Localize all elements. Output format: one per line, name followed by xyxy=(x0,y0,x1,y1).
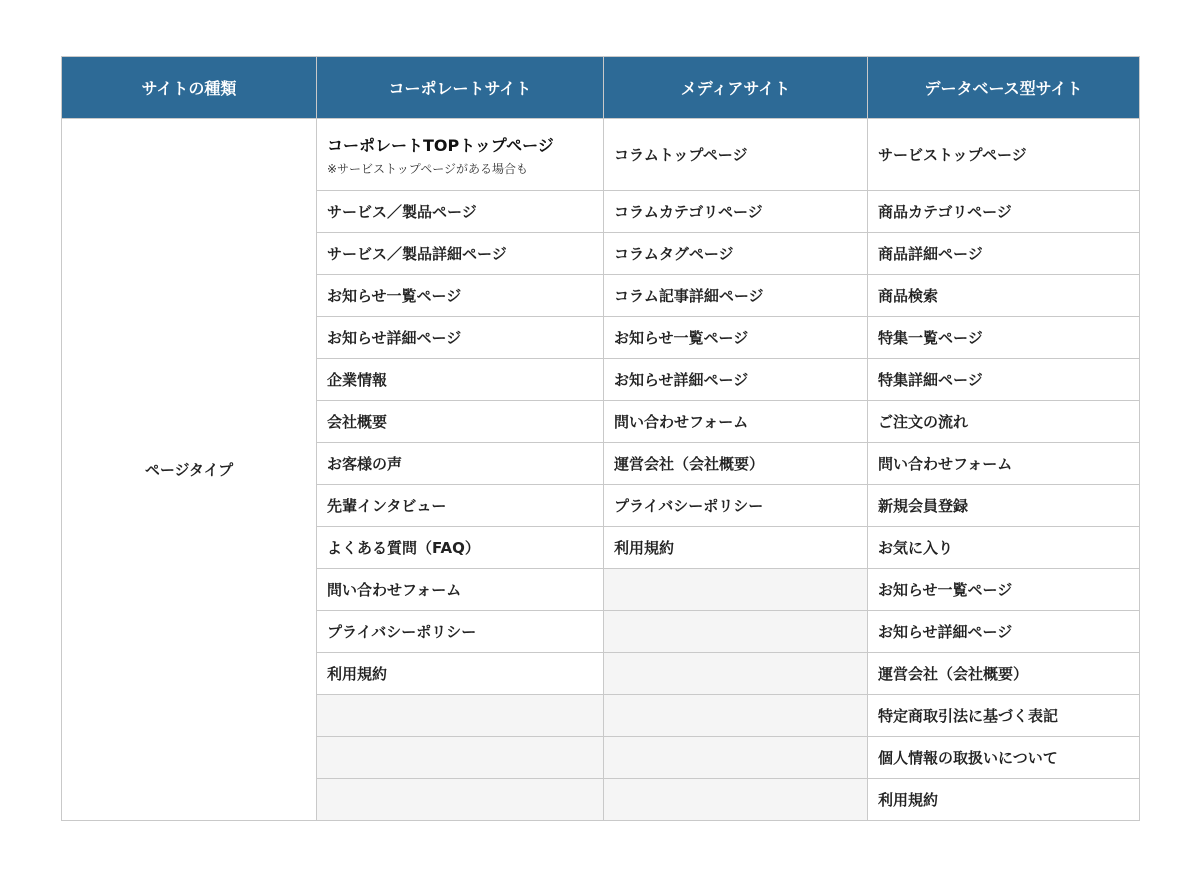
corporate-cell: サービス／製品詳細ページ xyxy=(317,233,604,275)
media-cell: コラム記事詳細ページ xyxy=(604,275,868,317)
corporate-cell: 問い合わせフォーム xyxy=(317,569,604,611)
media-cell: お知らせ一覧ページ xyxy=(604,317,868,359)
corporate-cell: よくある質問（FAQ） xyxy=(317,527,604,569)
corporate-cell: プライバシーポリシー xyxy=(317,611,604,653)
media-cell-empty xyxy=(604,653,868,695)
database-cell: 個人情報の取扱いについて xyxy=(868,737,1140,779)
database-cell: お気に入り xyxy=(868,527,1140,569)
database-cell: 新規会員登録 xyxy=(868,485,1140,527)
header-site-type: サイトの種類 xyxy=(62,57,317,119)
corporate-cell: サービス／製品ページ xyxy=(317,191,604,233)
header-corporate-site: コーポレートサイト xyxy=(317,57,604,119)
corporate-cell-empty xyxy=(317,779,604,821)
corporate-cell: お知らせ一覧ページ xyxy=(317,275,604,317)
media-cell: 利用規約 xyxy=(604,527,868,569)
database-cell: 商品カテゴリページ xyxy=(868,191,1140,233)
database-cell: 特定商取引法に基づく表記 xyxy=(868,695,1140,737)
media-cell-empty xyxy=(604,737,868,779)
database-cell: 特集詳細ページ xyxy=(868,359,1140,401)
corporate-top-page-note: ※サービストップページがある場合も xyxy=(327,161,528,176)
site-type-table xyxy=(61,56,1140,821)
header-database-site: データベース型サイト xyxy=(868,57,1140,119)
corporate-cell-empty xyxy=(317,737,604,779)
database-cell: お知らせ一覧ページ xyxy=(868,569,1140,611)
database-cell: 商品検索 xyxy=(868,275,1140,317)
database-cell: お知らせ詳細ページ xyxy=(868,611,1140,653)
media-cell: コラムトップページ xyxy=(604,119,868,191)
database-cell: 運営会社（会社概要） xyxy=(868,653,1140,695)
media-cell: コラムカテゴリページ xyxy=(604,191,868,233)
table-row xyxy=(62,119,1140,191)
media-cell: お知らせ詳細ページ xyxy=(604,359,868,401)
media-cell: 問い合わせフォーム xyxy=(604,401,868,443)
corporate-cell: 会社概要 xyxy=(317,401,604,443)
database-cell: 利用規約 xyxy=(868,779,1140,821)
corporate-cell: 企業情報 xyxy=(317,359,604,401)
page-type-label: ページタイプ xyxy=(62,119,317,821)
corporate-cell: 先輩インタビュー xyxy=(317,485,604,527)
database-cell: サービストップページ xyxy=(868,119,1140,191)
media-cell: 運営会社（会社概要） xyxy=(604,443,868,485)
media-cell-empty xyxy=(604,611,868,653)
database-cell: 商品詳細ページ xyxy=(868,233,1140,275)
database-cell: 問い合わせフォーム xyxy=(868,443,1140,485)
corporate-top-page-label: コーポレートTOPトップページ xyxy=(327,135,554,155)
corporate-cell: お知らせ詳細ページ xyxy=(317,317,604,359)
media-cell-empty xyxy=(604,779,868,821)
corporate-cell xyxy=(317,119,604,191)
corporate-cell: 利用規約 xyxy=(317,653,604,695)
media-cell-empty xyxy=(604,569,868,611)
media-cell-empty xyxy=(604,695,868,737)
corporate-cell: お客様の声 xyxy=(317,443,604,485)
header-row xyxy=(62,57,1140,119)
media-cell: プライバシーポリシー xyxy=(604,485,868,527)
database-cell: ご注文の流れ xyxy=(868,401,1140,443)
corporate-cell-empty xyxy=(317,695,604,737)
media-cell: コラムタグページ xyxy=(604,233,868,275)
header-media-site: メディアサイト xyxy=(604,57,868,119)
database-cell: 特集一覧ページ xyxy=(868,317,1140,359)
